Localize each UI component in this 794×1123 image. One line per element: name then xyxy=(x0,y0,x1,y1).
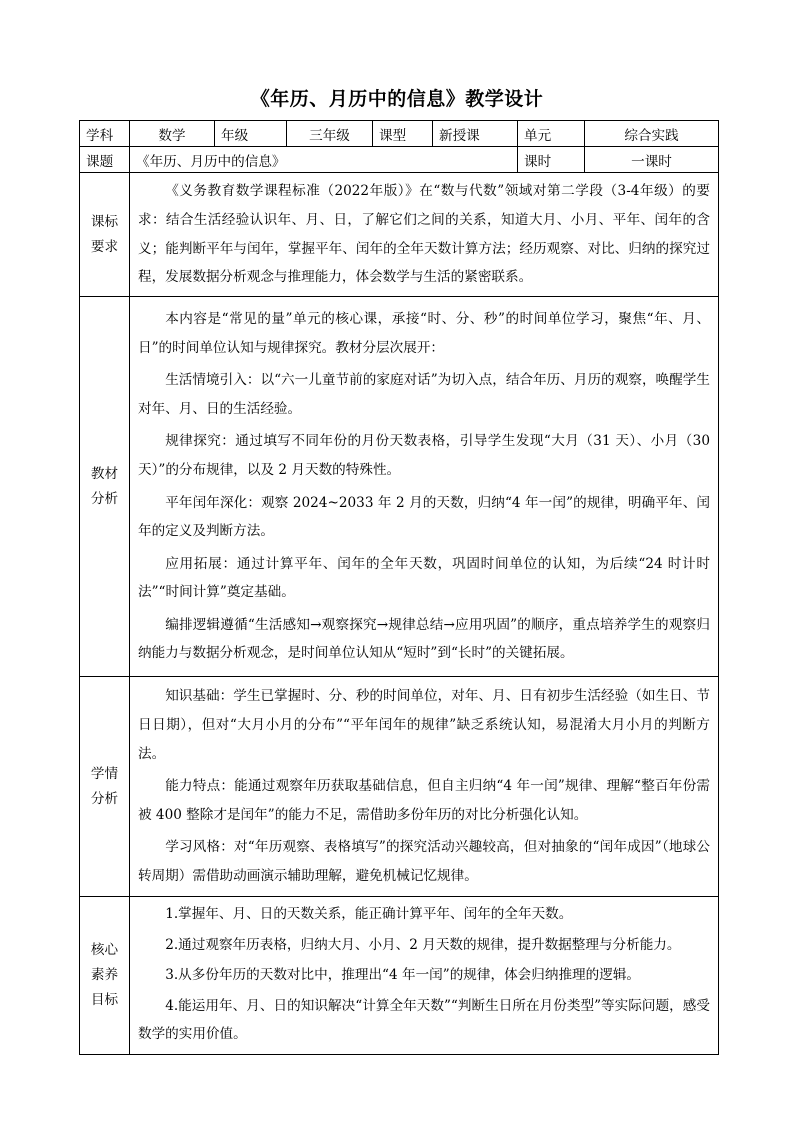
students-label: 学情 分析 xyxy=(80,677,130,897)
header-row xyxy=(80,121,719,147)
textbook-paragraph: 应用拓展：通过计算平年、闰年的全年天数，巩固时间单位的认知，为后续“24 时计时法”“时间计算”奠定基础。 xyxy=(138,555,710,601)
students-paragraph: 学习风格：对“年历观察、表格填写”的探究活动兴趣较高，但对抽象的“闰年成因”（地球公转周期）需借助动画演示辅助理解，避免机械记忆规律。 xyxy=(138,839,710,884)
topic-value: 《年历、月历中的信息》 xyxy=(130,147,518,173)
goals-label: 核心 素养 目标 xyxy=(80,897,130,1055)
students-paragraph: 知识基础：学生已掌握时、分、秒的时间单位，对年、月、日有初步生活经验（如生日、节日日期），但对“大月小月的分布”“平年闰年的规律”缺乏系统认知，易混淆大月小月的判断方法。 xyxy=(138,688,710,762)
students-row xyxy=(80,677,719,897)
type-label: 课型 xyxy=(373,121,433,147)
standards-row xyxy=(80,173,719,297)
lesson-plan-table xyxy=(79,120,719,1055)
textbook-text xyxy=(130,297,719,677)
students-text xyxy=(130,677,719,897)
unit-label: 单元 xyxy=(518,121,585,147)
goals-text xyxy=(130,897,719,1055)
goals-row xyxy=(80,897,719,1055)
goal-item: 2.通过观察年历表格，归纳大月、小月、2 月天数的规律，提升数据整理与分析能力。 xyxy=(165,936,681,953)
textbook-paragraph: 生活情境引入：以“六一儿童节前的家庭对话”为切入点，结合年历、月历的观察，唤醒学生对年、月、日的生活经验。 xyxy=(138,372,710,417)
textbook-row xyxy=(80,297,719,677)
standards-label: 课标 要求 xyxy=(80,173,130,297)
textbook-paragraph: 本内容是“常见的量”单元的核心课，承接“时、分、秒”的时间单位学习，聚焦“年、月、日”的时间单位认知与规律探究。教材分层次展开： xyxy=(138,310,710,356)
goal-item: 3.从多份年历的天数对比中，推理出“4 年一闰”的规律，体会归纳推理的逻辑。 xyxy=(165,967,641,984)
hours-value: 一课时 xyxy=(585,147,719,173)
unit-value: 综合实践 xyxy=(585,121,719,147)
subject-value: 数学 xyxy=(130,121,215,147)
standards-text: 《义务教育数学课程标准（2022年版）》在“数与代数”领域对第二学段（3-4年级）的要求：结合生活经验认识年、月、日，了解它们之间的关系，知道大月、小月、平年、闰年的含义；能判断平年与闰年，掌握平年、闰年的全年天数计算方法；经历观察、对比、归纳的探究过程，发展数据分析观念与推理能力，体会数学与生活的紧密联系。 xyxy=(130,173,719,297)
textbook-paragraph: 平年闰年深化：观察 2024~2033 年 2 月的天数，归纳“4 年一闰”的规律，明确平年、闰年的定义及判断方法。 xyxy=(138,494,710,540)
document-title: 《年历、月历中的信息》教学设计 xyxy=(250,88,544,110)
textbook-paragraph: 编排逻辑遵循“生活感知→观察探究→规律总结→应用巩固”的顺序，重点培养学生的观察归纳能力与数据分析观念，是时间单位认知从“短时”到“长时”的关键拓展。 xyxy=(138,616,710,662)
topic-label: 课题 xyxy=(80,147,130,173)
topic-row xyxy=(80,147,719,173)
goal-item: 4.能运用年、月、日的知识解决“计算全年天数”“判断生日所在月份类型”等实际问题，感受数学的实用价值。 xyxy=(138,997,710,1043)
hours-label: 课时 xyxy=(518,147,585,173)
students-paragraph: 能力特点：能通过观察年历获取基础信息，但自主归纳“4 年一闰”规律、理解“整百年份需被 400 整除才是闰年”的能力不足，需借助多份年历的对比分析强化认知。 xyxy=(138,778,710,823)
type-value: 新授课 xyxy=(433,121,518,147)
textbook-label: 教材 分析 xyxy=(80,297,130,677)
goal-item: 1.掌握年、月、日的天数关系，能正确计算平年、闰年的全年天数。 xyxy=(165,906,573,922)
grade-value: 三年级 xyxy=(287,121,373,147)
textbook-paragraph: 规律探究：通过填写不同年份的月份天数表格，引导学生发现“大月（31 天）、小月（30 天）”的分布规律，以及 2 月天数的特殊性。 xyxy=(138,433,710,478)
grade-label: 年级 xyxy=(215,121,287,147)
subject-label: 学科 xyxy=(80,121,130,147)
